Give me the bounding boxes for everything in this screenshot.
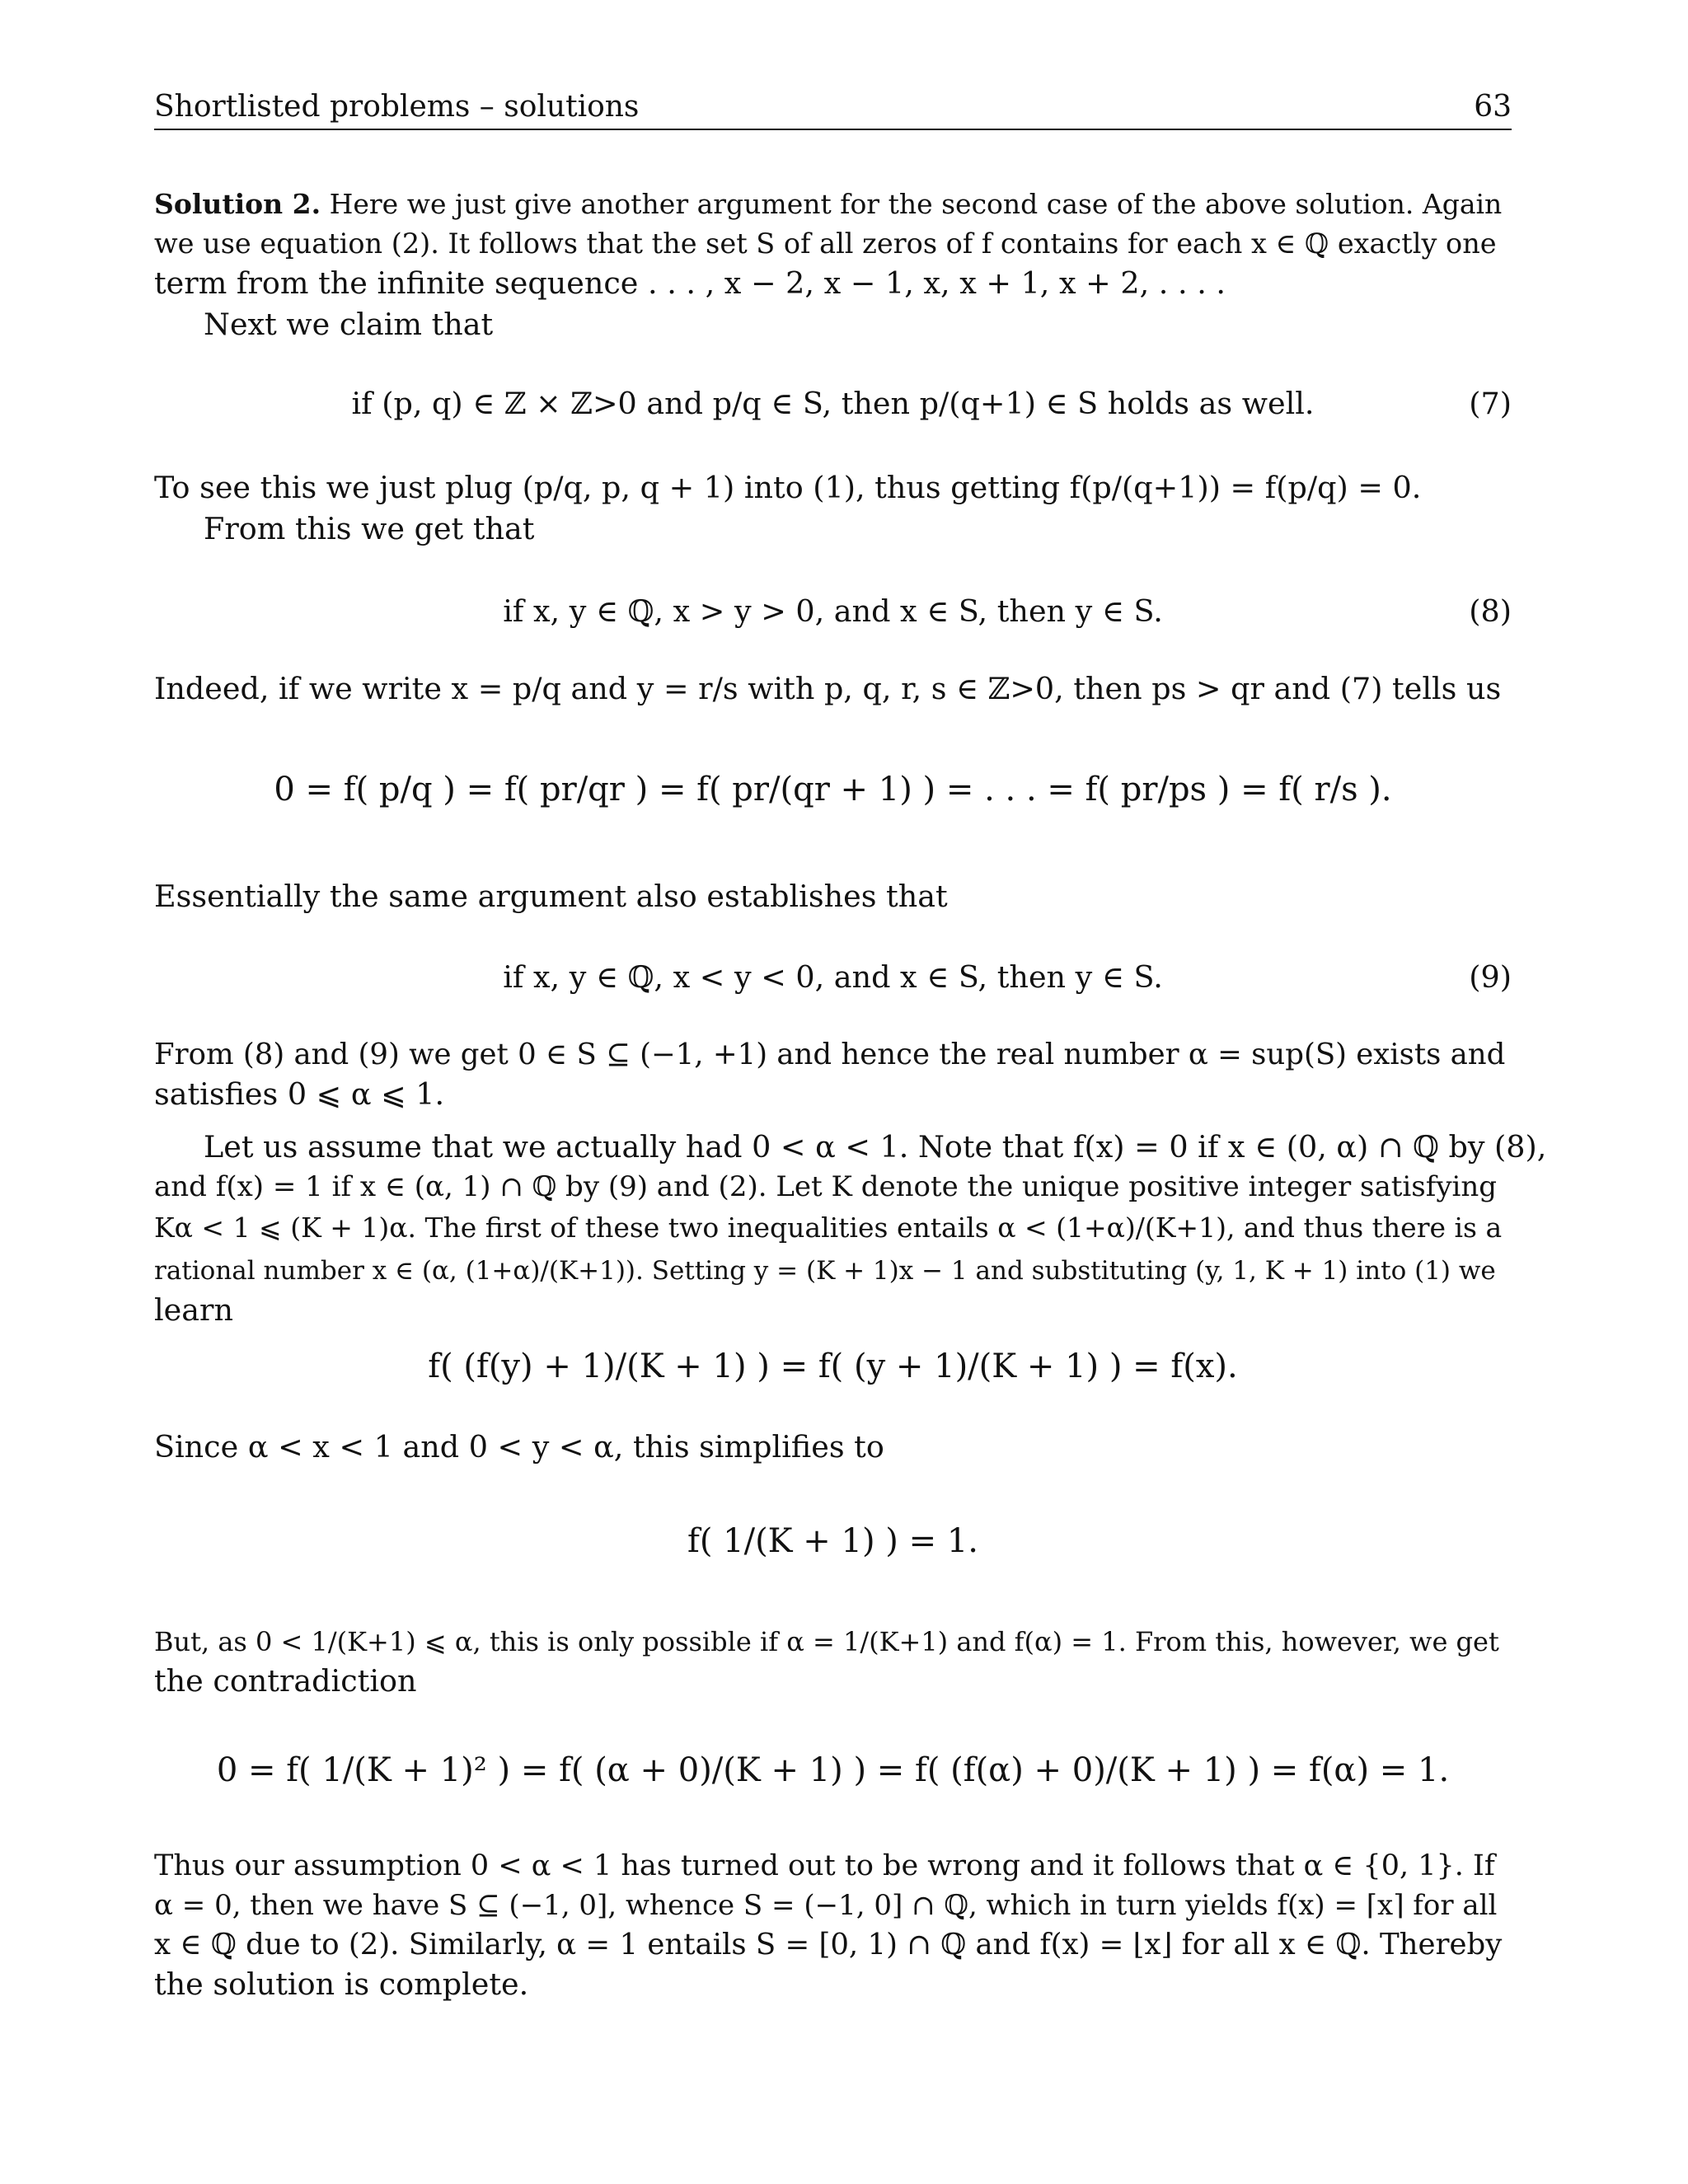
equation-body: if (p, q) ∈ ℤ × ℤ>0 and p/q ∈ S, then p/(q+1) ∈ S holds as well. — [351, 386, 1315, 421]
equation-number: (9) — [1469, 959, 1512, 995]
display-equation-substitution: f( (f(y) + 1)/(K + 1) ) = f( (y + 1)/(K + 1) ) = f(x). — [428, 1347, 1238, 1385]
paragraph-line: Kα < 1 ⩽ (K + 1)α. The first of these two inequalities entails α < (1+α)/(K+1), and thus there is a — [154, 1212, 1503, 1244]
display-equation-8 — [154, 588, 1512, 635]
paragraph-line: Essentially the same argument also establishes that — [154, 879, 948, 914]
paragraph-line: x ∈ ℚ due to (2). Similarly, α = 1 entails S = [0, 1) ∩ ℚ and f(x) = ⌊x⌋ for all x ∈ ℚ. Thereby — [154, 1928, 1503, 1961]
page-number: 63 — [1474, 90, 1512, 124]
running-title: Shortlisted problems – solutions — [154, 90, 640, 124]
equation-number: (8) — [1469, 593, 1512, 629]
display-equation-chain: 0 = f( p/q ) = f( pr/qr ) = f( pr/(qr + 1) ) = . . . = f( pr/ps ) = f( r/s ). — [274, 771, 1392, 808]
display-equation-simplified: f( 1/(K + 1) ) = 1. — [687, 1522, 978, 1560]
paragraph-line: Next we claim that — [204, 307, 494, 342]
paragraph-line: we use equation (2). It follows that the set S of all zeros of f contains for each x ∈ ℚ exactly one — [154, 227, 1497, 260]
paragraph-line: the solution is complete. — [154, 1966, 529, 2002]
paragraph-line: α = 0, then we have S ⊆ (−1, 0], whence S = (−1, 0] ∩ ℚ, which in turn yields f(x) = ⌈x⌉ for all — [154, 1889, 1498, 1922]
paragraph-line — [154, 185, 1512, 224]
paragraph-line: But, as 0 < 1/(K+1) ⩽ α, this is only possible if α = 1/(K+1) and f(α) = 1. From this, however, we get — [154, 1626, 1499, 1657]
display-equation-9 — [154, 954, 1512, 1001]
display-equation-contradiction: 0 = f( 1/(K + 1)² ) = f( (α + 0)/(K + 1) ) = f( (f(α) + 0)/(K + 1) ) = f(α) = 1. — [216, 1751, 1450, 1789]
equation-number: (7) — [1469, 386, 1512, 421]
paragraph-line: the contradiction — [154, 1663, 417, 1699]
paragraph-line: term from the infinite sequence . . . , x − 2, x − 1, x, x + 1, x + 2, . . . . — [154, 265, 1226, 301]
equation-body: if x, y ∈ ℚ, x < y < 0, and x ∈ S, then y ∈ S. — [503, 959, 1163, 995]
paragraph-line: and f(x) = 1 if x ∈ (α, 1) ∩ ℚ by (9) and (2). Let K denote the unique positive integer satisfying — [154, 1170, 1498, 1203]
paragraph-line: learn — [154, 1292, 233, 1328]
display-equation-7 — [154, 381, 1512, 427]
solution-label: Solution 2. — [154, 188, 321, 220]
paragraph-line: From this we get that — [204, 511, 535, 546]
paragraph-line: Thus our assumption 0 < α < 1 has turned out to be wrong and it follows that α ∈ {0, 1}. If — [154, 1849, 1495, 1882]
paragraph-line: To see this we just plug (p/q, p, q + 1) into (1), thus getting f(p/(q+1)) = f(p/q) = 0. — [154, 470, 1422, 505]
paragraph-line: Since α < x < 1 and 0 < y < α, this simplifies to — [154, 1429, 884, 1465]
equation-body: if x, y ∈ ℚ, x > y > 0, and x ∈ S, then y ∈ S. — [503, 593, 1163, 629]
paragraph-line: From (8) and (9) we get 0 ∈ S ⊆ (−1, +1) and hence the real number α = sup(S) exists and — [154, 1038, 1506, 1071]
text: Here we just give another argument for the second case of the above solution. Again — [329, 188, 1503, 220]
paragraph-line: rational number x ∈ (α, (1+α)/(K+1)). Setting y = (K + 1)x − 1 and substituting (y, 1, K + 1) into (1) we — [154, 1256, 1496, 1286]
paragraph-line: satisfies 0 ⩽ α ⩽ 1. — [154, 1076, 445, 1112]
running-header — [154, 86, 1512, 130]
paragraph-line: Let us assume that we actually had 0 < α < 1. Note that f(x) = 0 if x ∈ (0, α) ∩ ℚ by (8), — [204, 1129, 1547, 1165]
paragraph-line: Indeed, if we write x = p/q and y = r/s with p, q, r, s ∈ ℤ>0, then ps > qr and (7) tells us — [154, 671, 1502, 706]
